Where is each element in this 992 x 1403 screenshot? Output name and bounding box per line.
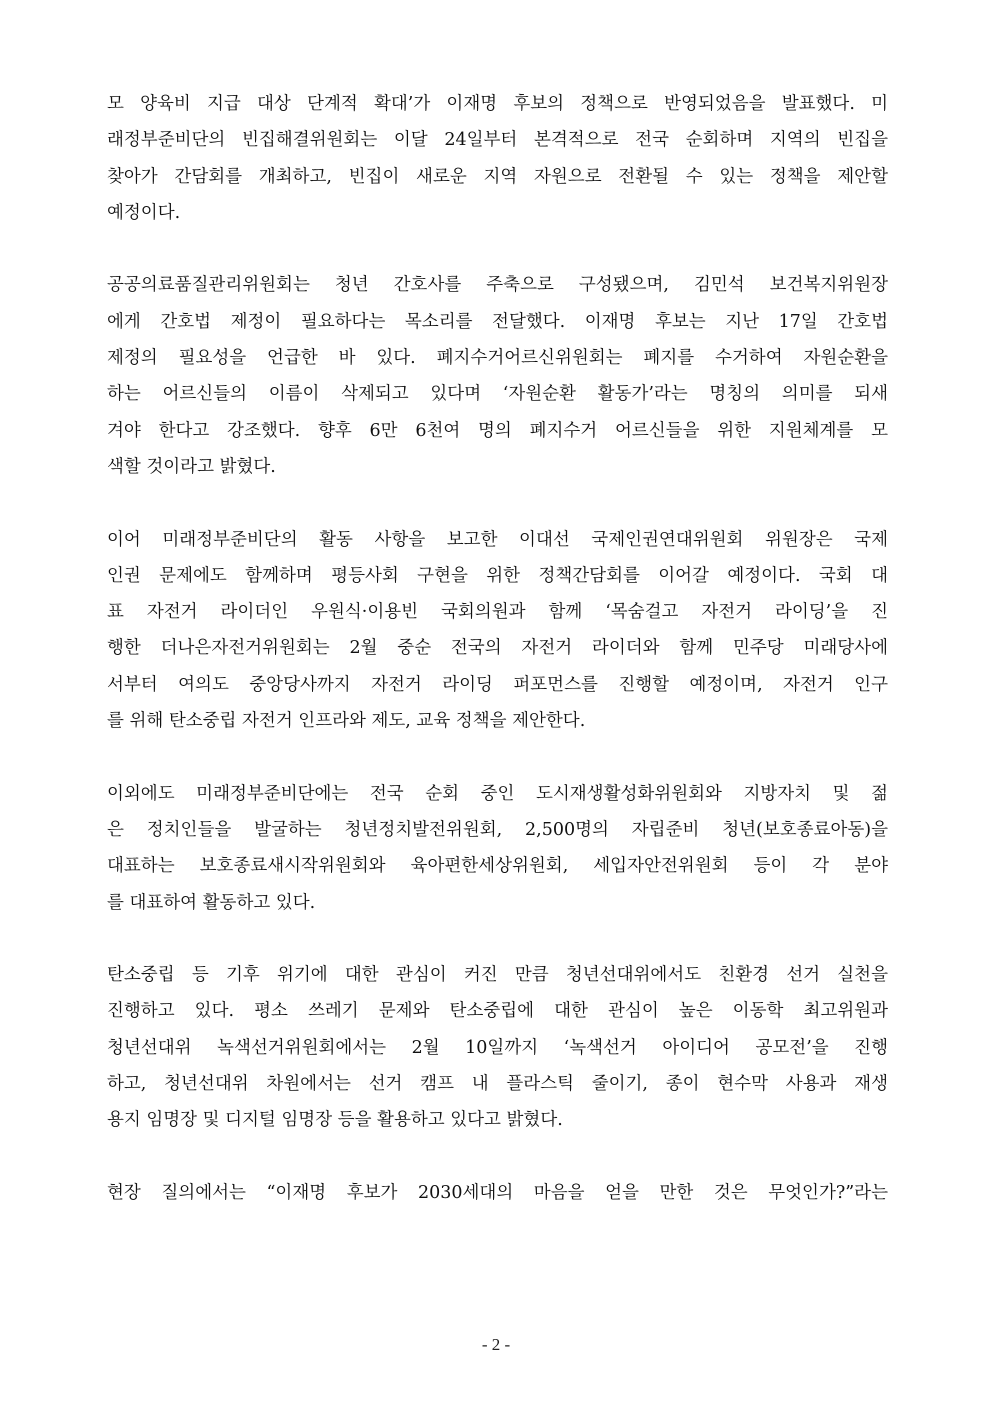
- text-line: 예정이다.: [107, 202, 181, 223]
- text-line: 에게 간호법 제정이 필요하다는 목소리를 전달했다. 이재명 후보는 지난 17일 간호법: [107, 311, 888, 332]
- paragraph-spacer: [107, 921, 888, 957]
- text-line: 하고, 청년선대위 차원에서는 선거 캠프 내 플라스틱 줄이기, 종이 현수막 사용과 재생: [107, 1074, 888, 1095]
- paragraph-5: [107, 957, 888, 1138]
- text-line: 래정부준비단의 빈집해결위원회는 이달 24일부터 본격적으로 전국 순회하며 지역의 빈집을: [107, 130, 888, 151]
- paragraph-4: [107, 776, 888, 921]
- text-line: 이어 미래정부준비단의 활동 사항을 보고한 이대선 국제인권연대위원회 위원장은 국제: [107, 529, 888, 550]
- text-line: 하는 어르신들의 이름이 삭제되고 있다며 ‘자원순환 활동가’라는 명칭의 의미를 되새: [107, 384, 888, 405]
- text-line: 공공의료품질관리위원회는 청년 간호사를 주축으로 구성됐으며, 김민석 보건복지위원장: [107, 275, 888, 296]
- paragraph-spacer: [107, 485, 888, 521]
- text-line: 제정의 필요성을 언급한 바 있다. 폐지수거어르신위원회는 폐지를 수거하여 자원순환을: [107, 348, 888, 369]
- text-line: 행한 더나은자전거위원회는 2월 중순 전국의 자전거 라이더와 함께 민주당 미래당사에: [107, 638, 888, 659]
- paragraph-spacer: [107, 739, 888, 775]
- text-line: 현장 질의에서는 “이재명 후보가 2030세대의 마음을 얻을 만한 것은 무엇인가?”라는: [107, 1182, 888, 1203]
- paragraph-2: [107, 267, 888, 485]
- text-line: 서부터 여의도 중앙당사까지 자전거 라이딩 퍼포먼스를 진행할 예정이며, 자전거 인구: [107, 674, 888, 695]
- document-body: [107, 86, 888, 1211]
- text-line: 색할 것이라고 밝혔다.: [107, 456, 276, 477]
- paragraph-1: [107, 86, 888, 231]
- text-line: 표 자전거 라이더인 우원식·이용빈 국회의원과 함께 ‘목숨걸고 자전거 라이딩’을 진: [107, 602, 888, 623]
- paragraph-3: [107, 522, 888, 740]
- page-number: - 2 -: [481, 1335, 511, 1354]
- text-line: 탄소중립 등 기후 위기에 대한 관심이 커진 만큼 청년선대위에서도 친환경 선거 실천을: [107, 965, 888, 986]
- text-line: 진행하고 있다. 평소 쓰레기 문제와 탄소중립에 대한 관심이 높은 이동학 최고위원과: [107, 1001, 888, 1022]
- text-line: 은 정치인들을 발굴하는 청년정치발전위원회, 2,500명의 자립준비 청년(보호종료아동)을: [107, 819, 888, 840]
- text-line: 인권 문제에도 함께하며 평등사회 구현을 위한 정책간담회를 이어갈 예정이다. 국회 대: [107, 565, 888, 586]
- text-line: 대표하는 보호종료새시작위원회와 육아편한세상위원회, 세입자안전위원회 등이 각 분야: [107, 856, 888, 877]
- text-line: 겨야 한다고 강조했다. 향후 6만 6천여 명의 폐지수거 어르신들을 위한 지원체계를 모: [107, 420, 888, 441]
- paragraph-6: [107, 1175, 888, 1211]
- text-line: 이외에도 미래정부준비단에는 전국 순회 중인 도시재생활성화위원회와 지방자치 및 젊: [107, 783, 888, 804]
- text-line: 를 위해 탄소중립 자전거 인프라와 제도, 교육 정책을 제안한다.: [107, 711, 586, 732]
- text-line: 청년선대위 녹색선거위원회에서는 2월 10일까지 ‘녹색선거 아이디어 공모전’을 진행: [107, 1037, 888, 1058]
- text-line: 모 양육비 지급 대상 단계적 확대’가 이재명 후보의 정책으로 반영되었음을 발표했다. 미: [107, 94, 888, 114]
- text-line: 용지 임명장 및 디지털 임명장 등을 활용하고 있다고 밝혔다.: [107, 1110, 563, 1131]
- paragraph-spacer: [107, 1139, 888, 1175]
- paragraph-spacer: [107, 231, 888, 267]
- text-line: 찾아가 간담회를 개최하고, 빈집이 새로운 지역 자원으로 전환될 수 있는 정책을 제안할: [107, 166, 888, 187]
- text-line: 를 대표하여 활동하고 있다.: [107, 892, 316, 913]
